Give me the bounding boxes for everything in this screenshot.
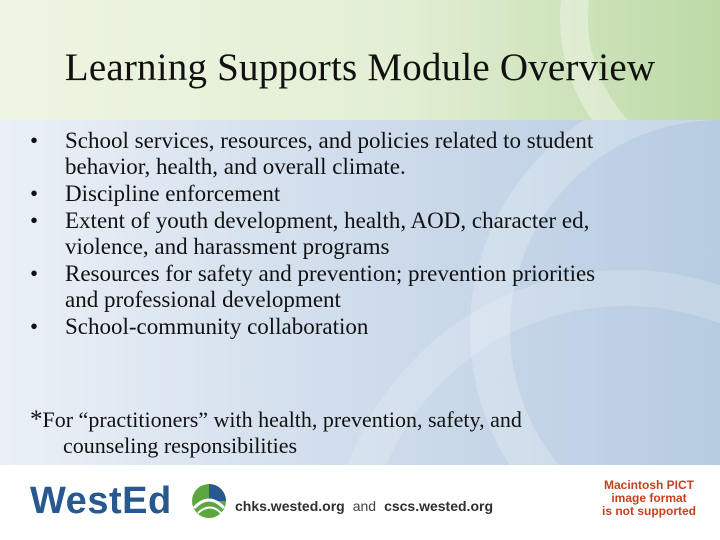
bullet-text: School services, resources, and policies related to student (65, 128, 594, 153)
placeholder-line: Macintosh PICT (603, 478, 694, 492)
chks-url[interactable]: chks.wested.org (235, 498, 345, 514)
audience-note (30, 407, 670, 459)
note-text: For “practitioners” with health, prevention, safety, and (42, 407, 522, 432)
unsupported-image-placeholder (584, 479, 714, 518)
note-text-continued: counseling responsibilities (63, 433, 298, 458)
bullet-text-continued: and professional development (65, 287, 341, 312)
slide-title: Learning Supports Module Overview (64, 46, 656, 89)
cscs-url[interactable]: cscs.wested.org (384, 498, 493, 514)
bullet-item (30, 208, 700, 260)
bullet-text: Resources for safety and prevention; prevention priorities (65, 261, 596, 286)
bullet-text: Discipline enforcement (65, 181, 281, 206)
bullet-text: Extent of youth development, health, AOD, character ed, (65, 208, 590, 233)
bullet-item (30, 181, 700, 207)
placeholder-line: image format (611, 491, 687, 505)
bullet-item (30, 128, 700, 180)
bullet-marker: • (30, 261, 39, 286)
bullet-marker: • (30, 208, 39, 233)
footer-bar (0, 465, 720, 540)
logo-wordmark: WestEd (30, 480, 172, 522)
bullet-item (30, 261, 700, 313)
bullet-item (30, 314, 700, 340)
bullet-marker: • (30, 181, 39, 206)
bullet-text-continued: violence, and harassment programs (65, 234, 390, 259)
and-separator: and (352, 498, 377, 514)
globe-icon (190, 482, 228, 520)
bullet-list (30, 128, 700, 341)
bullet-marker: • (30, 128, 39, 153)
bullet-marker: • (30, 314, 39, 339)
title-band (0, 0, 720, 120)
placeholder-line: is not supported (602, 504, 696, 518)
note-asterisk: * (30, 406, 43, 433)
content-panel (0, 120, 720, 465)
bullet-text: School-community collaboration (65, 314, 369, 339)
bullet-text-continued: behavior, health, and overall climate. (65, 154, 406, 179)
website-links (235, 498, 493, 514)
